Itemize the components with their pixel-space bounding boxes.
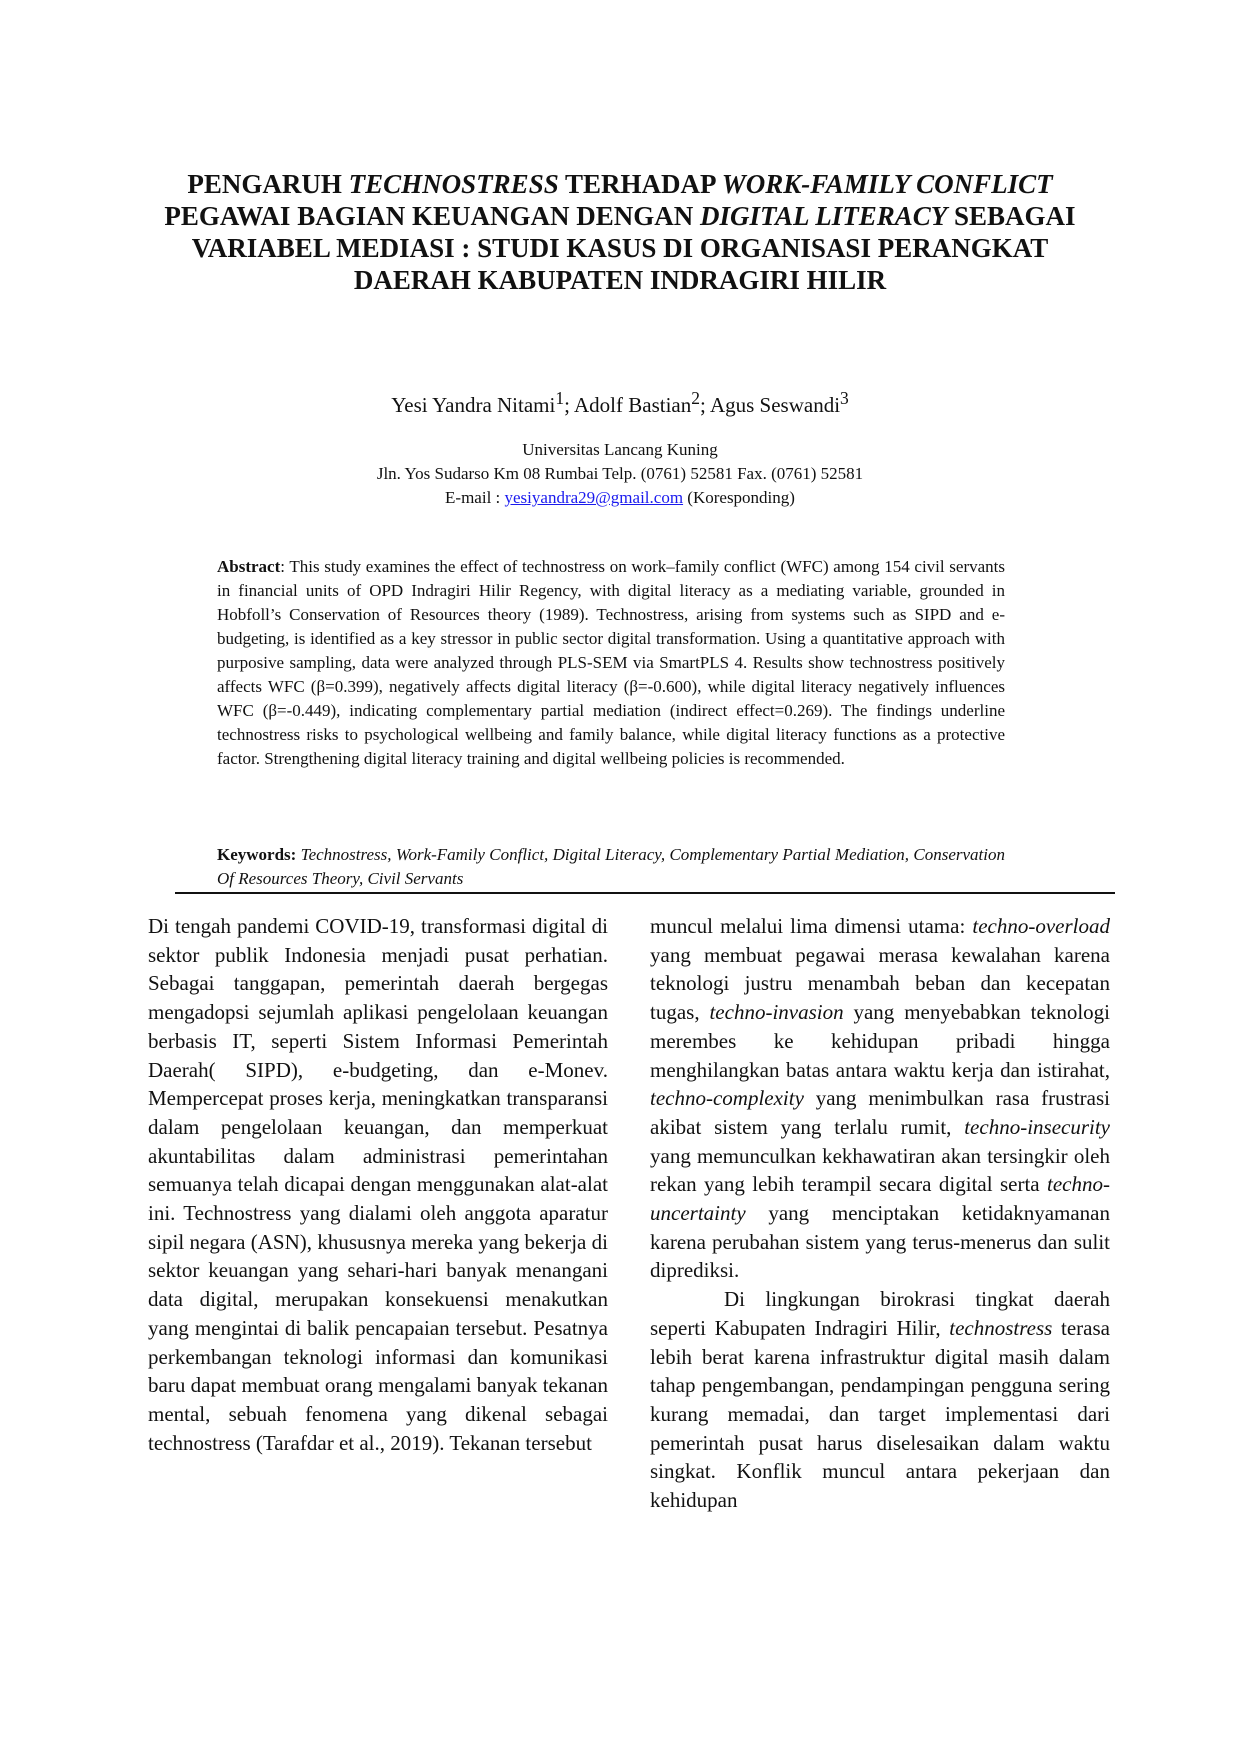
term-techno-complexity: techno-complexity	[650, 1086, 804, 1111]
term-techno-uncertainty: techno-uncertainty	[650, 1172, 1110, 1226]
title-mid-2: PEGAWAI BAGIAN KEUANGAN DENGAN	[164, 201, 700, 231]
affiliation-university: Universitas Lancang Kuning	[522, 440, 718, 459]
keywords-text: Technostress, Work-Family Conflict, Digital Literacy, Complementary Partial Mediation, Conservation Of Resources Theory, Civil Servants	[217, 845, 1005, 888]
title-term-wfc: WORK-FAMILY CONFLICT	[721, 169, 1053, 199]
body-paragraph: Di tengah pandemi COVID-19, transformasi digital di sektor publik Indonesia menjadi pusat perhatian. Sebagai tanggapan, pemerintah daerah bergegas mengadopsi sejumlah aplikasi pengelolaan keuangan berbasis IT, seperti Sistem Informasi Pemerintah Daerah( SIPD), e-budgeting, dan e-Monev. Mempercepat proses kerja, meningkatkan transparansi dalam pengelolaan keuangan, dan memperkuat akuntabilitas dalam administrasi pemerintahan semuanya telah dicapai dengan menggunakan alat-alat ini. Technostress yang dialami oleh anggota aparatur sipil negara (ASN), khususnya mereka yang bekerja di sektor keuangan yang sehari-hari banyak menangani data digital, merupakan konsekuensi menakutkan yang mengintai di balik pencapaian tersebut. Pesatnya perkembangan teknologi informasi dan komunikasi baru dapat membuat orang mengalami banyak tekanan mental, sebuah fenomena yang dikenal sebagai technostress (Tarafdar et al., 2019). Tekanan tersebut	[148, 914, 608, 1455]
term-techno-overload: techno-overload	[972, 914, 1110, 938]
author-3: ; Agus Seswandi	[700, 393, 841, 417]
abstract	[217, 555, 1005, 771]
body-column-left	[148, 912, 608, 1457]
abstract-label: Abstract	[217, 557, 281, 576]
body-paragraph-birokrasi	[650, 1285, 1110, 1515]
author-1-sup: 1	[555, 388, 565, 408]
body-text: yang menciptakan ketidaknyamanan karena perubahan sistem yang terus-menerus dan sulit diprediksi.	[650, 1201, 1110, 1283]
term-techno-invasion: techno-invasion	[709, 1000, 844, 1025]
email-label: E-mail :	[445, 488, 505, 507]
section-divider	[175, 892, 1115, 894]
keywords-label: Keywords:	[217, 845, 297, 864]
body-text: yang membuat pegawai merasa kewalahan karena teknologi justru menambah beban dan kecepatan tugas,	[650, 942, 1110, 1025]
title-term-digital-literacy: DIGITAL LITERACY	[699, 201, 948, 231]
body-text: terasa lebih berat karena infrastruktur digital masih dalam tahap pengembangan, pendampingan pengguna sering kurang memadai, dan target implementasi dari pemerintah pusat harus diselesaikan dalam waktu singkat. Konflik muncul antara pekerjaan dan kehidupan	[650, 1315, 1110, 1513]
affiliation-block	[150, 438, 1090, 510]
term-technostress: technostress	[949, 1315, 1053, 1340]
author-list	[150, 385, 1090, 418]
body-text: Di lingkungan birokrasi tingkat daerah seperti Kabupaten Indragiri Hilir,	[650, 1287, 1110, 1340]
author-2-sup: 2	[691, 388, 701, 408]
body-text: muncul melalui lima dimensi utama:	[650, 914, 973, 938]
body-text: yang memunculkan kekhawatiran akan tersingkir oleh rekan yang lebih terampil secara digital serta	[650, 1143, 1110, 1197]
affiliation-email-line	[150, 486, 1090, 510]
body-column-right	[650, 912, 1110, 1515]
title-term-technostress: TECHNOSTRESS	[348, 169, 559, 199]
body-text: yang menyebabkan teknologi merembes ke kehidupan pribadi hingga menghilangkan batas antara waktu kerja dan istirahat,	[650, 1000, 1111, 1082]
author-3-sup: 3	[840, 388, 849, 408]
title-prefix: PENGARUH	[187, 169, 349, 199]
abstract-text: : This study examines the effect of technostress on work–family conflict (WFC) among 154 civil servants in financial units of OPD Indragiri Hilir Regency, with digital literacy as a mediating variable, grounded in Hobfoll’s Conservation of Resources theory (1989). Technostress, arising from systems such as SIPD and e-budgeting, is identified as a key stressor in public sector digital transformation. Using a quantitative approach with purposive sampling, data were analyzed through PLS-SEM via SmartPLS 4. Results show technostress positively affects WFC (β=0.399), negatively affects digital literacy (β=-0.600), while digital literacy negatively influences WFC (β=-0.449), indicating complementary partial mediation (indirect effect=0.269). The findings underline technostress risks to psychological wellbeing and family balance, while digital literacy functions as a protective factor. Strengthening digital literacy training and digital wellbeing policies is recommended.	[217, 557, 1005, 768]
body-paragraph-dimensions	[650, 912, 1110, 1285]
keywords	[217, 843, 1005, 891]
title-mid-1: TERHADAP	[558, 169, 722, 199]
affiliation-address: Jln. Yos Sudarso Km 08 Rumbai Telp. (0761) 52581 Fax. (0761) 52581	[376, 464, 864, 483]
email-note: (Koresponding)	[683, 488, 795, 507]
body-text: yang menimbulkan rasa frustrasi akibat sistem yang terlalu rumit,	[650, 1086, 1110, 1139]
email-link[interactable]: yesiyandra29@gmail.com	[504, 488, 684, 507]
term-techno-insecurity: techno-insecurity	[964, 1114, 1110, 1139]
author-2: ; Adolf Bastian	[564, 393, 692, 417]
title-suffix: SEBAGAI VARIABEL MEDIASI : STUDI KASUS DI ORGANISASI PERANGKAT DAERAH KABUPATEN INDRAGIRI HILIR	[191, 201, 1076, 295]
author-1: Yesi Yandra Nitami	[391, 393, 556, 417]
paper-title	[150, 168, 1090, 296]
